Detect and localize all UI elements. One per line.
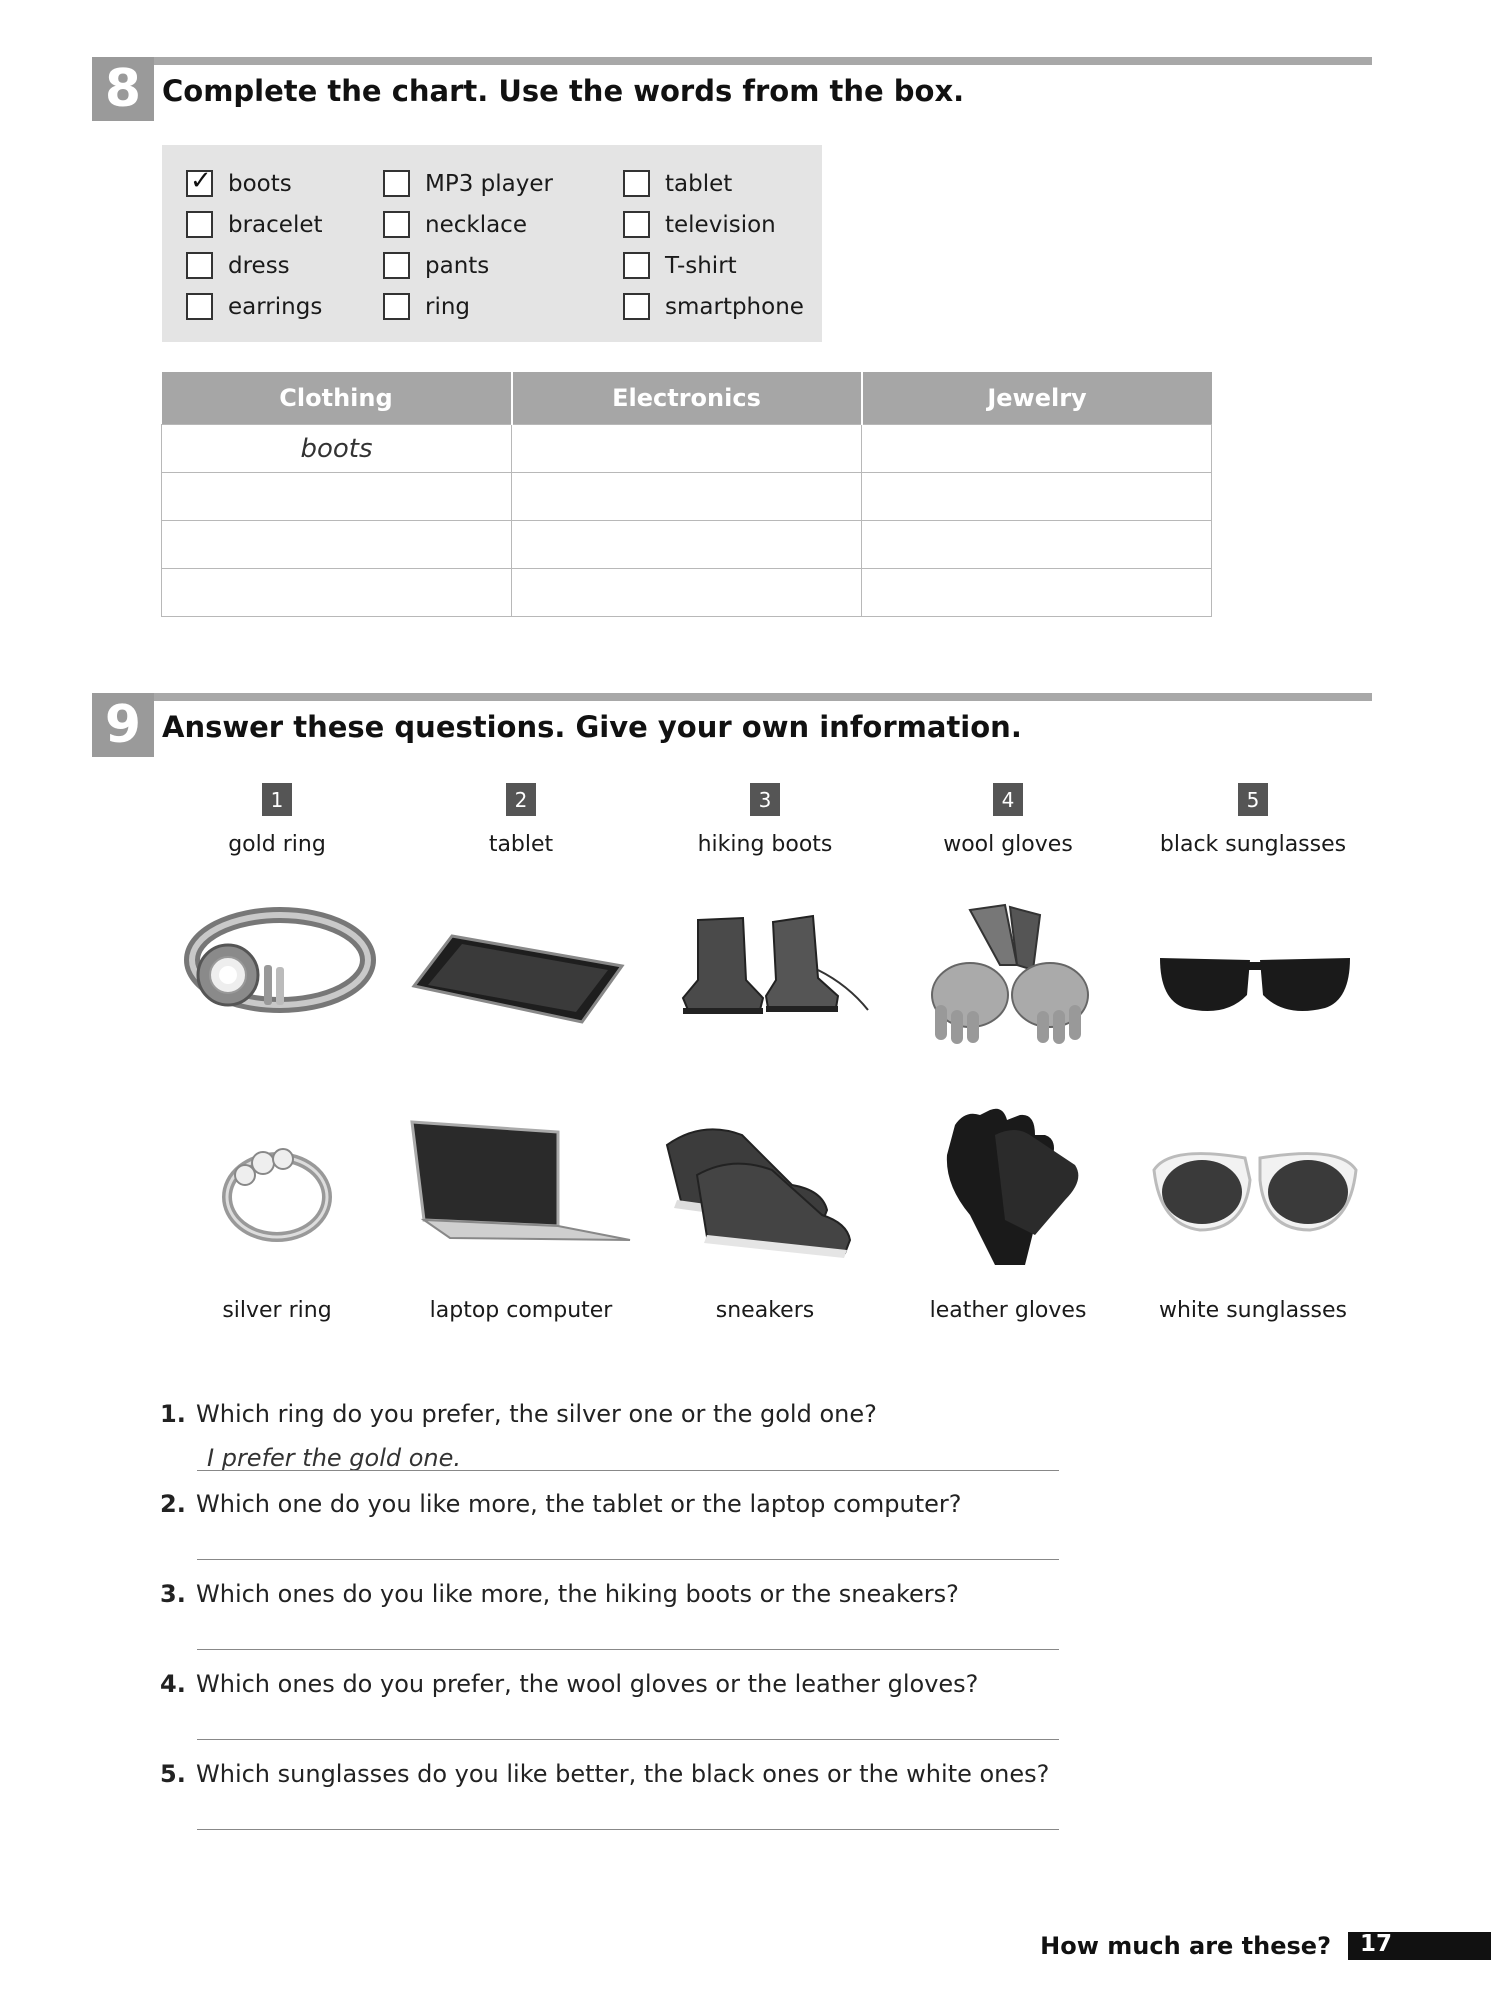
question-text: Which ones do you like more, the hiking boots or the sneakers? xyxy=(196,1580,959,1608)
word-item xyxy=(623,170,732,197)
white-sunglasses-image xyxy=(1150,1140,1360,1240)
section-9-number: 9 xyxy=(92,693,154,757)
answer-line[interactable] xyxy=(197,1739,1059,1740)
question-text: Which one do you like more, the tablet or the laptop computer? xyxy=(196,1490,962,1518)
section-8-title: Complete the chart. Use the words from the box. xyxy=(162,74,965,108)
item-bottom-label: laptop computer xyxy=(429,1298,613,1323)
gold-ring-image xyxy=(180,895,380,1025)
word-checkbox[interactable] xyxy=(186,211,213,238)
chart-header-electronics: Electronics xyxy=(512,372,862,425)
chart-cell[interactable] xyxy=(162,521,512,569)
word-item xyxy=(383,293,470,320)
word-label: MP3 player xyxy=(425,170,553,197)
chart-cell[interactable] xyxy=(162,473,512,521)
section-9-rule xyxy=(92,693,1372,701)
chart-cell[interactable] xyxy=(862,569,1212,617)
question xyxy=(160,1670,978,1698)
hiking-boots-image xyxy=(668,910,868,1020)
word-label: television xyxy=(665,211,776,238)
word-label: smartphone xyxy=(665,293,804,320)
item-number-box: 1 xyxy=(262,783,292,816)
item-number-box: 4 xyxy=(993,783,1023,816)
section-9-title: Answer these questions. Give your own information. xyxy=(162,710,1022,744)
item-number-box: 3 xyxy=(750,783,780,816)
question-text: Which ring do you prefer, the silver one or the gold one? xyxy=(196,1400,877,1428)
question-number: 5. xyxy=(160,1760,186,1788)
chart-row xyxy=(162,521,1212,569)
sneakers-image xyxy=(662,1115,852,1260)
chart-cell[interactable] xyxy=(512,569,862,617)
question xyxy=(160,1400,877,1428)
black-sunglasses-image xyxy=(1155,950,1355,1020)
item-number-box: 2 xyxy=(506,783,536,816)
question-text: Which ones do you prefer, the wool gloves or the leather gloves? xyxy=(196,1670,979,1698)
chart-row xyxy=(162,569,1212,617)
question xyxy=(160,1490,962,1518)
chart-row xyxy=(162,425,1212,473)
chart-cell[interactable] xyxy=(862,473,1212,521)
question-number: 2. xyxy=(160,1490,186,1518)
word-label: pants xyxy=(425,252,490,279)
word-item xyxy=(383,211,527,238)
answer-line[interactable] xyxy=(197,1470,1059,1471)
chart-row xyxy=(162,473,1212,521)
item-bottom-label: silver ring xyxy=(222,1298,332,1323)
word-checkbox[interactable] xyxy=(383,252,410,279)
silver-ring-image xyxy=(215,1135,340,1245)
chart-header-row xyxy=(162,372,1212,425)
question-number: 4. xyxy=(160,1670,186,1698)
answer-line[interactable] xyxy=(197,1829,1059,1830)
chart-header-jewelry: Jewelry xyxy=(862,372,1212,425)
tablet-image xyxy=(412,930,624,1025)
word-checkbox[interactable] xyxy=(383,170,410,197)
question xyxy=(160,1760,1049,1788)
word-checkbox[interactable] xyxy=(623,252,650,279)
word-checkbox[interactable] xyxy=(623,211,650,238)
item-bottom-label: sneakers xyxy=(715,1298,815,1323)
word-item xyxy=(623,293,804,320)
word-item xyxy=(186,211,323,238)
word-item xyxy=(186,166,292,197)
section-8-rule xyxy=(92,57,1372,65)
chart-cell[interactable] xyxy=(162,569,512,617)
question-text: Which sunglasses do you like better, the black ones or the white ones? xyxy=(196,1760,1050,1788)
question-number: 1. xyxy=(160,1400,186,1428)
leather-gloves-image xyxy=(935,1105,1085,1270)
category-chart xyxy=(161,372,1212,617)
answer-line[interactable] xyxy=(197,1649,1059,1650)
word-item xyxy=(383,252,489,279)
word-checkbox[interactable] xyxy=(383,293,410,320)
word-item xyxy=(186,293,322,320)
check-mark-icon: ✓ xyxy=(190,166,212,196)
chart-cell[interactable] xyxy=(512,473,862,521)
item-number-box: 5 xyxy=(1238,783,1268,816)
item-top-label: gold ring xyxy=(228,832,326,857)
item-top-label: tablet xyxy=(488,832,554,857)
item-bottom-label: white sunglasses xyxy=(1158,1298,1348,1323)
word-checkbox[interactable] xyxy=(186,252,213,279)
chart-cell[interactable] xyxy=(862,425,1212,473)
chart-cell[interactable] xyxy=(862,521,1212,569)
question xyxy=(160,1580,959,1608)
wool-gloves-image xyxy=(925,895,1095,1045)
laptop-image xyxy=(410,1118,630,1248)
word-item xyxy=(623,252,737,279)
word-label: bracelet xyxy=(228,211,323,238)
word-checkbox[interactable] xyxy=(623,170,650,197)
word-checkbox[interactable] xyxy=(186,293,213,320)
word-item xyxy=(383,170,553,197)
word-item xyxy=(623,211,776,238)
word-label: necklace xyxy=(425,211,527,238)
chart-cell[interactable]: boots xyxy=(162,425,512,473)
item-top-label: hiking boots xyxy=(697,832,833,857)
question-number: 3. xyxy=(160,1580,186,1608)
item-bottom-label: leather gloves xyxy=(929,1298,1087,1323)
section-8-number: 8 xyxy=(92,57,154,121)
chart-cell[interactable] xyxy=(512,425,862,473)
word-item xyxy=(186,252,290,279)
word-checkbox[interactable] xyxy=(623,293,650,320)
word-label: earrings xyxy=(228,293,323,320)
chart-cell[interactable] xyxy=(512,521,862,569)
page-number: 17 xyxy=(1360,1931,1393,1957)
word-label: dress xyxy=(228,252,290,279)
word-label: ring xyxy=(425,293,471,320)
word-checkbox[interactable] xyxy=(383,211,410,238)
item-top-label: black sunglasses xyxy=(1159,832,1347,857)
word-label: T-shirt xyxy=(665,252,737,279)
chart-header-clothing: Clothing xyxy=(162,372,512,425)
word-label: boots xyxy=(228,170,292,197)
word-checkbox[interactable] xyxy=(186,166,213,197)
footer-title: How much are these? xyxy=(1040,1932,1331,1960)
word-label: tablet xyxy=(665,170,733,197)
answer-line[interactable] xyxy=(197,1559,1059,1560)
answer-text[interactable]: I prefer the gold one. xyxy=(207,1444,462,1472)
item-top-label: wool gloves xyxy=(943,832,1073,857)
